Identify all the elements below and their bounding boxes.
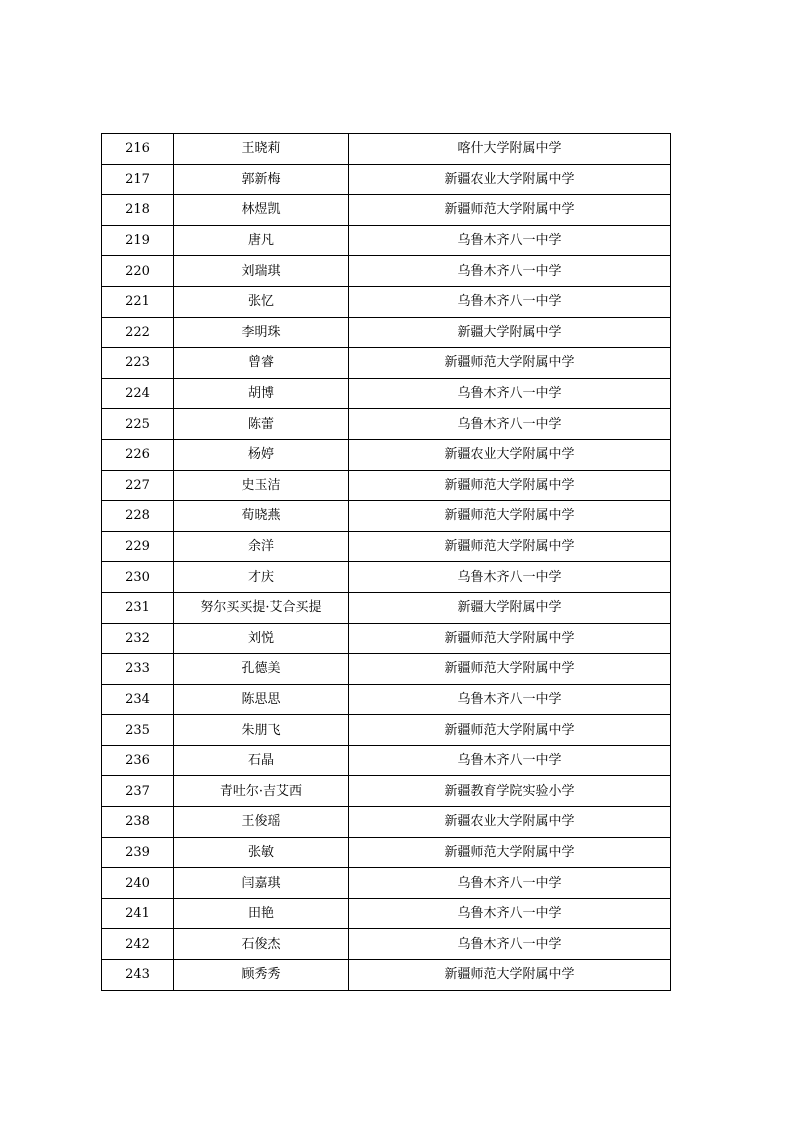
table-row	[102, 592, 671, 623]
row-number-cell: 217	[102, 164, 174, 195]
school-name-cell: 新疆师范大学附属中学	[349, 470, 671, 501]
school-name-cell: 乌鲁木齐八一中学	[349, 868, 671, 899]
person-name-cell: 朱朋飞	[174, 715, 349, 746]
school-name-cell: 新疆农业大学附属中学	[349, 164, 671, 195]
table-row	[102, 317, 671, 348]
person-name-cell: 杨婷	[174, 439, 349, 470]
table-row	[102, 256, 671, 287]
row-number-cell: 242	[102, 929, 174, 960]
person-name-cell: 史玉洁	[174, 470, 349, 501]
school-name-cell: 新疆农业大学附属中学	[349, 807, 671, 838]
row-number-cell: 237	[102, 776, 174, 807]
row-number-cell: 227	[102, 470, 174, 501]
school-name-cell: 乌鲁木齐八一中学	[349, 898, 671, 929]
roster-table-body	[102, 134, 671, 991]
table-row	[102, 776, 671, 807]
person-name-cell: 才庆	[174, 562, 349, 593]
table-row	[102, 745, 671, 776]
table-row	[102, 195, 671, 226]
row-number-cell: 243	[102, 960, 174, 991]
table-row	[102, 684, 671, 715]
table-row	[102, 501, 671, 532]
school-name-cell: 新疆师范大学附属中学	[349, 837, 671, 868]
table-row	[102, 531, 671, 562]
row-number-cell: 222	[102, 317, 174, 348]
row-number-cell: 228	[102, 501, 174, 532]
table-row	[102, 225, 671, 256]
row-number-cell: 226	[102, 439, 174, 470]
row-number-cell: 238	[102, 807, 174, 838]
table-row	[102, 562, 671, 593]
school-name-cell: 乌鲁木齐八一中学	[349, 745, 671, 776]
row-number-cell: 224	[102, 378, 174, 409]
row-number-cell: 239	[102, 837, 174, 868]
person-name-cell: 唐凡	[174, 225, 349, 256]
school-name-cell: 乌鲁木齐八一中学	[349, 409, 671, 440]
person-name-cell: 林煜凯	[174, 195, 349, 226]
row-number-cell: 233	[102, 654, 174, 685]
roster-table	[101, 133, 671, 991]
table-row	[102, 134, 671, 165]
school-name-cell: 新疆师范大学附属中学	[349, 960, 671, 991]
person-name-cell: 孔德美	[174, 654, 349, 685]
school-name-cell: 新疆师范大学附属中学	[349, 501, 671, 532]
person-name-cell: 余洋	[174, 531, 349, 562]
person-name-cell: 李明珠	[174, 317, 349, 348]
row-number-cell: 225	[102, 409, 174, 440]
row-number-cell: 231	[102, 592, 174, 623]
person-name-cell: 田艳	[174, 898, 349, 929]
school-name-cell: 新疆师范大学附属中学	[349, 195, 671, 226]
person-name-cell: 陈蕾	[174, 409, 349, 440]
row-number-cell: 220	[102, 256, 174, 287]
person-name-cell: 王晓莉	[174, 134, 349, 165]
table-row	[102, 868, 671, 899]
row-number-cell: 235	[102, 715, 174, 746]
table-row	[102, 960, 671, 991]
school-name-cell: 新疆农业大学附属中学	[349, 439, 671, 470]
table-row	[102, 470, 671, 501]
person-name-cell: 石俊杰	[174, 929, 349, 960]
person-name-cell: 王俊瑶	[174, 807, 349, 838]
school-name-cell: 乌鲁木齐八一中学	[349, 562, 671, 593]
table-row	[102, 164, 671, 195]
school-name-cell: 喀什大学附属中学	[349, 134, 671, 165]
row-number-cell: 240	[102, 868, 174, 899]
person-name-cell: 荀晓燕	[174, 501, 349, 532]
row-number-cell: 236	[102, 745, 174, 776]
person-name-cell: 顾秀秀	[174, 960, 349, 991]
row-number-cell: 219	[102, 225, 174, 256]
school-name-cell: 新疆大学附属中学	[349, 317, 671, 348]
row-number-cell: 221	[102, 286, 174, 317]
person-name-cell: 刘悦	[174, 623, 349, 654]
table-row	[102, 837, 671, 868]
person-name-cell: 努尔买买提·艾合买提	[174, 592, 349, 623]
school-name-cell: 新疆师范大学附属中学	[349, 623, 671, 654]
row-number-cell: 223	[102, 348, 174, 379]
person-name-cell: 青吐尔·吉艾西	[174, 776, 349, 807]
row-number-cell: 230	[102, 562, 174, 593]
person-name-cell: 闫嘉琪	[174, 868, 349, 899]
school-name-cell: 新疆师范大学附属中学	[349, 531, 671, 562]
table-row	[102, 929, 671, 960]
row-number-cell: 241	[102, 898, 174, 929]
school-name-cell: 乌鲁木齐八一中学	[349, 684, 671, 715]
table-row	[102, 715, 671, 746]
person-name-cell: 郭新梅	[174, 164, 349, 195]
school-name-cell: 新疆师范大学附属中学	[349, 654, 671, 685]
person-name-cell: 张忆	[174, 286, 349, 317]
school-name-cell: 乌鲁木齐八一中学	[349, 929, 671, 960]
table-row	[102, 898, 671, 929]
row-number-cell: 229	[102, 531, 174, 562]
person-name-cell: 曾睿	[174, 348, 349, 379]
person-name-cell: 石晶	[174, 745, 349, 776]
school-name-cell: 新疆师范大学附属中学	[349, 348, 671, 379]
row-number-cell: 218	[102, 195, 174, 226]
table-row	[102, 286, 671, 317]
table-row	[102, 439, 671, 470]
table-row	[102, 409, 671, 440]
table-row	[102, 348, 671, 379]
school-name-cell: 乌鲁木齐八一中学	[349, 286, 671, 317]
person-name-cell: 胡博	[174, 378, 349, 409]
table-row	[102, 378, 671, 409]
school-name-cell: 新疆大学附属中学	[349, 592, 671, 623]
school-name-cell: 新疆教育学院实验小学	[349, 776, 671, 807]
table-row	[102, 807, 671, 838]
table-row	[102, 654, 671, 685]
person-name-cell: 陈思思	[174, 684, 349, 715]
person-name-cell: 刘瑞琪	[174, 256, 349, 287]
table-row	[102, 623, 671, 654]
school-name-cell: 乌鲁木齐八一中学	[349, 225, 671, 256]
row-number-cell: 232	[102, 623, 174, 654]
row-number-cell: 234	[102, 684, 174, 715]
person-name-cell: 张敏	[174, 837, 349, 868]
school-name-cell: 新疆师范大学附属中学	[349, 715, 671, 746]
school-name-cell: 乌鲁木齐八一中学	[349, 256, 671, 287]
school-name-cell: 乌鲁木齐八一中学	[349, 378, 671, 409]
row-number-cell: 216	[102, 134, 174, 165]
